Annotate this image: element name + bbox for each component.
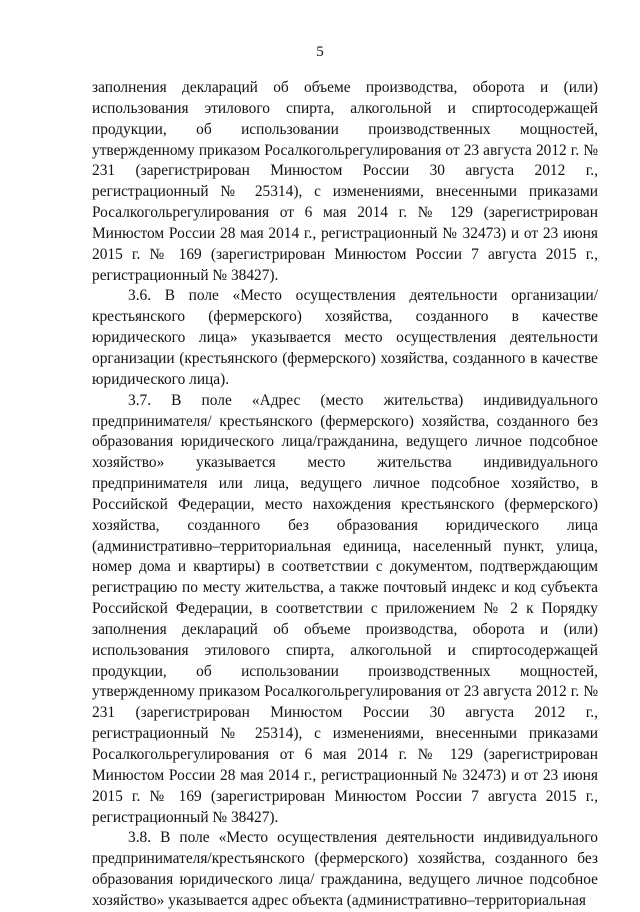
paragraph-continuation: заполнения деклараций об объеме производства, оборота и (или) использования этилового спирта, алкогольной и спиртосодержащей продукции, об использовании производственных мощностей, утвержденному приказом Росалкогольрегулирования от 23 августа 2012 г. № 231 (зарегистрирован Минюстом России 30 августа 2012 г., регистрационный № 25314), с изменениями, внесенными приказами Росалкогольрегулирования от 6 мая 2014 г. № 129 (зарегистрирован Минюстом России 28 мая 2014 г., регистрационный № 32473) и от 23 июня 2015 г. № 169 (зарегистрирован Минюстом России 7 августа 2015 г., регистрационный № 38427).	[92, 79, 598, 284]
paragraph-3-7: 3.7. В поле «Адрес (место жительства) индивидуального предпринимателя/ крестьянского (фермерского) хозяйства, созданного без образования юридического лица/гражданина, ведущего личное подсобное хозяйство» указывается место жительства индивидуального предпринимателя или лица, ведущего личное подсобное хозяйство, в Российской Федерации, место нахождения крестьянского (фермерского) хозяйства, созданного без образования юридического лица (административно–территориальная единица, населенный пункт, улица, номер дома и квартиры) в соответствии с документом, подтверждающим регистрацию по месту жительства, а также почтовый индекс и код субъекта Российской Федерации, в соответствии с приложением № 2 к Порядку заполнения деклараций об объеме производства, оборота и (или) использования этилового спирта, алкогольной и спиртосодержащей продукции, об использовании производственных мощностей, утвержденному приказом Росалкогольрегулирования от 23 августа 2012 г. № 231 (зарегистрирован Минюстом России 30 августа 2012 г., регистрационный № 25314), с изменениями, внесенными приказами Росалкогольрегулирования от 6 мая 2014 г. № 129 (зарегистрирован Минюстом России 28 мая 2014 г., регистрационный № 32473) и от 23 июня 2015 г. № 169 (зарегистрирован Минюстом России 7 августа 2015 г., регистрационный № 38427).	[92, 391, 598, 826]
page-number: 5	[316, 44, 324, 60]
paragraph-3-8: 3.8. В поле «Место осуществления деятельности индивидуального предпринимателя/крестьянского (фермерского) хозяйства, созданного без образования юридического лица/ гражданина, ведущего личное подсобное хозяйство» указывается адрес объекта (административно–территориальная	[92, 829, 598, 909]
paragraph-3-6: 3.6. В поле «Место осуществления деятельности организации/крестьянского (фермерского) хозяйства, созданного в качестве юридического лица» указывается место осуществления деятельности организации (крестьянского (фермерского) хозяйства, созданного в качестве юридического лица).	[92, 287, 598, 388]
document-body	[92, 78, 598, 912]
